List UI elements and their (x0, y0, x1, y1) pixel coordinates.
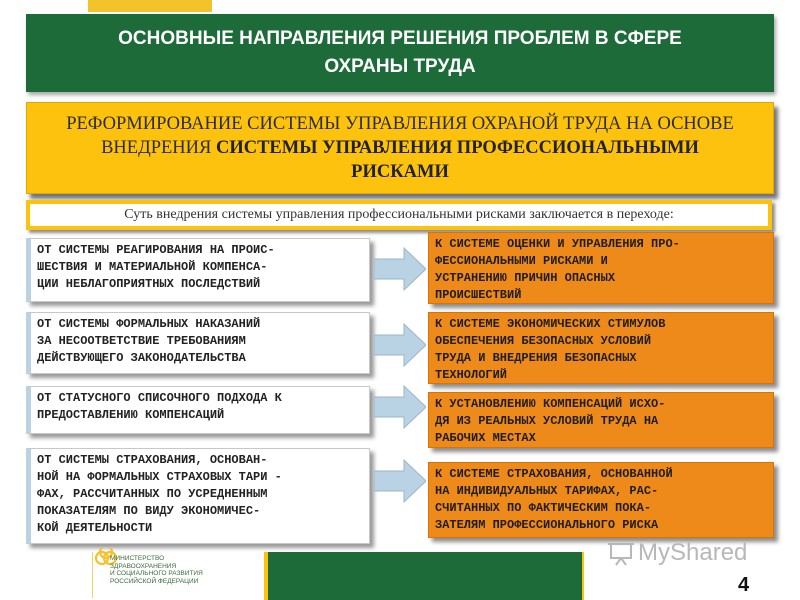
to-box-3 (428, 392, 774, 448)
from-line: НОЙ НА ФОРМАЛЬНЫХ СТРАХОВЫХ ТАРИ - (37, 470, 282, 484)
top-accent-bar (88, 0, 212, 12)
from-line: ШЕСТВИЯ И МАТЕРИАЛЬНОЙ КОМПЕНСА- (37, 260, 268, 274)
ministry-line: ЗДРАВООХРАНЕНИЯ (110, 562, 177, 570)
from-line: ОТ СИСТЕМЫ ФОРМАЛЬНЫХ НАКАЗАНИЙ (37, 317, 261, 331)
title-line-1: ОСНОВНЫЕ НАПРАВЛЕНИЯ РЕШЕНИЯ ПРОБЛЕМ В СФЕРЕ (118, 28, 682, 49)
reform-line-3-bold: РИСКАМИ (351, 162, 449, 182)
reform-line-3 (351, 160, 449, 184)
essence-text: Суть внедрения системы управления профессиональными рисками заключается в переходе: (30, 204, 768, 226)
ministry-line: РОССИЙСКОЙ ФЕДЕРАЦИИ (110, 577, 199, 585)
to-line: К УСТАНОВЛЕНИЮ КОМПЕНСАЦИЙ ИСХО- (435, 397, 666, 411)
from-line: ОТ СИСТЕМЫ СТРАХОВАНИЯ, ОСНОВАН- (37, 453, 268, 467)
to-line: ОБЕСПЕЧЕНИЯ БЕЗОПАСНЫХ УСЛОВИЙ (435, 334, 652, 348)
reform-line-2-prefix: ВНЕДРЕНИЯ (101, 138, 212, 158)
to-line: СЧИТАННЫХ ПО ФАКТИЧЕСКИМ ПОКА- (435, 501, 652, 515)
from-line: ФАХ, РАССЧИТАННЫХ ПО УСРЕДНЕННЫМ (37, 487, 268, 501)
to-line: К СИСТЕМЕ ЭКОНОМИЧЕСКИХ СТИМУЛОВ (435, 317, 666, 331)
to-line: УСТРАНЕНИЮ ПРИЧИН ОПАСНЫХ (435, 271, 616, 285)
footer-green-band (268, 552, 582, 600)
arrow-right-icon (374, 384, 426, 430)
title-line-2: ОХРАНЫ ТРУДА (324, 56, 476, 77)
reform-line-1: РЕФОРМИРОВАНИЕ СИСТЕМЫ УПРАВЛЕНИЯ ОХРАНОЙ ТРУДА НА ОСНОВЕ (66, 114, 734, 134)
to-line: ФЕССИОНАЛЬНЫМИ РИСКАМИ И (435, 254, 608, 268)
to-line: ПРОИСШЕСТВИЙ (435, 288, 522, 302)
title-banner (26, 14, 774, 92)
page-title (60, 25, 740, 81)
reform-line-2-bold: СИСТЕМЫ УПРАВЛЕНИЯ ПРОФЕССИОНАЛЬНЫМИ (215, 138, 699, 158)
watermark-text: MyShared (638, 539, 748, 566)
from-line: КОЙ ДЕЯТЕЛЬНОСТИ (37, 521, 153, 535)
from-line: ПОКАЗАТЕЛЯМ ПО ВИДУ ЭКОНОМИЧЕС- (37, 504, 261, 518)
from-line: ОТ СИСТЕМЫ РЕАГИРОВАНИЯ НА ПРОИС- (37, 243, 275, 257)
watermark (608, 538, 768, 568)
to-box-1 (428, 232, 774, 304)
from-box-1 (26, 238, 370, 302)
to-line: ЗАТЕЛЯМ ПРОФЕССИОНАЛЬНОГО РИСКА (435, 518, 659, 532)
from-line: ДЕЙСТВУЮЩЕГО ЗАКОНОДАТЕЛЬСТВА (37, 351, 246, 365)
ministry-line: МИНИСТЕРСТВО (110, 555, 165, 562)
arrow-right-icon (374, 458, 426, 504)
arrow-right-icon (374, 322, 426, 368)
to-line: ТРУДА И ВНЕДРЕНИЯ БЕЗОПАСНЫХ (435, 351, 637, 365)
from-line: ОТ СТАТУСНОГО СПИСОЧНОГО ПОДХОДА К (37, 391, 282, 405)
ministry-line: И СОЦИАЛЬНОГО РАЗВИТИЯ (110, 570, 203, 577)
to-line: РАБОЧИХ МЕСТАХ (435, 431, 536, 445)
to-line: ДЯ ИЗ РЕАЛЬНЫХ УСЛОВИЙ ТРУДА НА (435, 414, 659, 428)
presentation-icon (608, 540, 638, 566)
arrow-right-icon (374, 246, 426, 292)
from-line: ЗА НЕСООТВЕТСТВИЕ ТРЕБОВАНИЯМ (37, 334, 246, 348)
to-line: К СИСТЕМЕ СТРАХОВАНИЯ, ОСНОВАННОЙ (435, 467, 673, 481)
page-number: 4 (738, 574, 750, 596)
from-box-3 (26, 386, 370, 434)
from-line: ПРЕДОСТАВЛЕНИЮ КОМПЕНСАЦИЙ (37, 408, 225, 422)
footer-divider (582, 552, 584, 600)
reform-box (26, 102, 774, 194)
to-box-4 (428, 462, 774, 538)
to-line: К СИСТЕМЕ ОЦЕНКИ И УПРАВЛЕНИЯ ПРО- (435, 237, 680, 251)
from-box-4 (26, 448, 370, 544)
essence-banner (26, 200, 772, 230)
to-line: НА ИНДИВИДУАЛЬНЫХ ТАРИФАХ, РАС- (435, 484, 659, 498)
reform-line-2 (101, 136, 699, 160)
from-line: ЦИИ НЕБЛАГОПРИЯТНЫХ ПОСЛЕДСТВИЙ (37, 277, 261, 291)
from-box-2 (26, 312, 370, 374)
to-line: ТЕХНОЛОГИЙ (435, 368, 508, 382)
to-box-2 (428, 312, 774, 384)
ministry-name (110, 555, 260, 585)
